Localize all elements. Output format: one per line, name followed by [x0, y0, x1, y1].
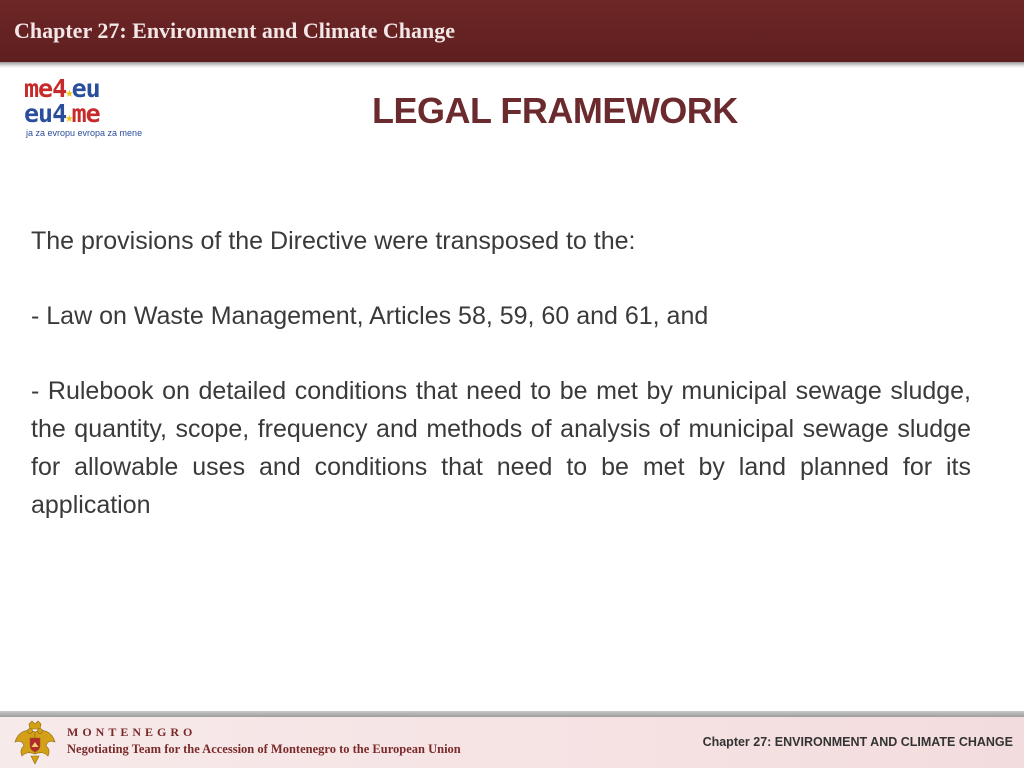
logo-text-me: me [71, 99, 100, 128]
header-shadow [0, 62, 1024, 68]
star-icon: ★ [65, 84, 73, 101]
slide-content [31, 222, 971, 524]
list-item-rulebook: - Rulebook on detailed conditions that need to be met by municipal sewage sludge, the quantity, scope, frequency and methods of analysis of municipal sewage sludge for allowable uses and conditions that need to be met by land planned for its application [31, 377, 971, 519]
footer-chapter: Chapter 27: ENVIRONMENT AND CLIMATE CHANGE [702, 735, 1013, 749]
logo-line-2 [24, 101, 100, 128]
footer-team: Negotiating Team for the Accession of Montenegro to the European Union [67, 742, 461, 756]
logo-text-eu: eu [71, 74, 100, 103]
header-bar [0, 0, 1024, 62]
footer [0, 717, 1024, 768]
logo-text-eu4: eu4 [24, 99, 67, 128]
slide-heading: LEGAL FRAMEWORK [372, 90, 738, 131]
me4eu-logo [24, 74, 154, 144]
footer-country: MONTENEGRO [67, 725, 197, 739]
intro-text: The provisions of the Directive were transposed to the: [31, 227, 636, 255]
logo-text-me4: me4 [24, 74, 67, 103]
logo-tagline: ja za evropu evropa za mene [26, 128, 143, 138]
star-icon: ★ [65, 109, 73, 126]
montenegro-coat-of-arms-icon [12, 720, 58, 766]
list-item-law: - Law on Waste Management, Articles 58, 59, 60 and 61, and [31, 302, 709, 330]
header-title: Chapter 27: Environment and Climate Change [14, 18, 456, 43]
